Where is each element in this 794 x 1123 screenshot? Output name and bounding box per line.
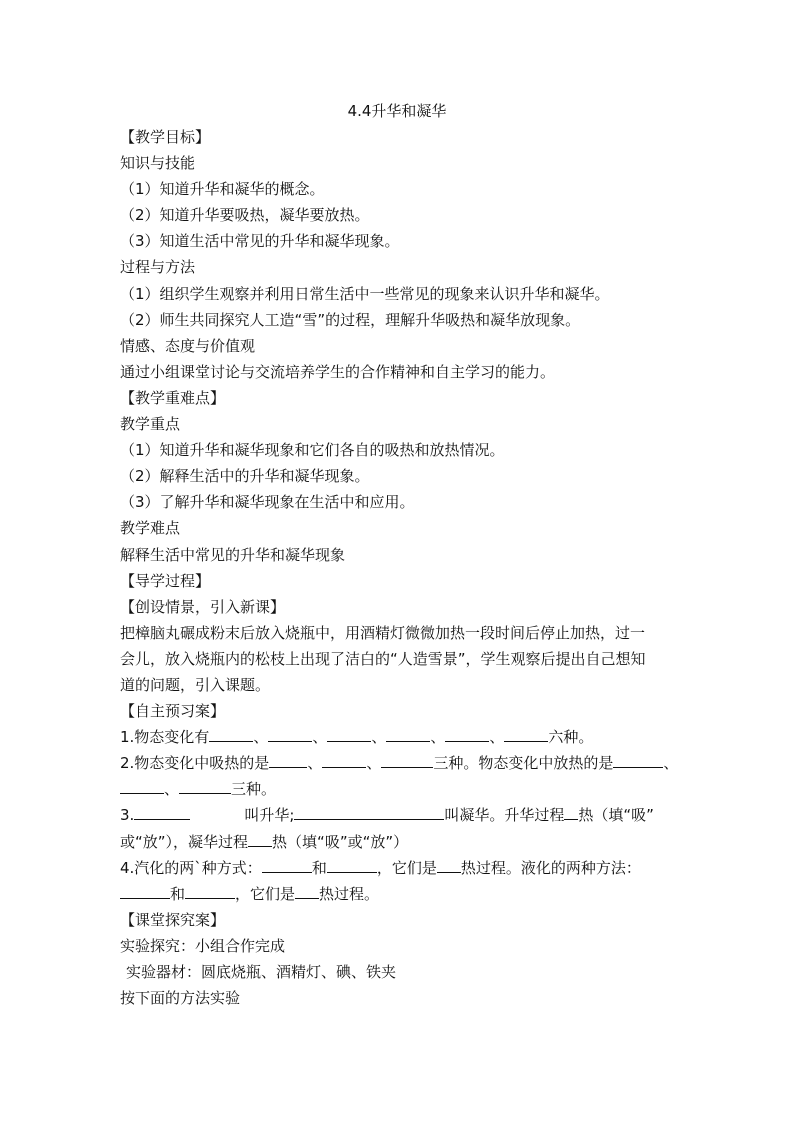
paragraph: 解释生活中常见的升华和凝华现象 [120,545,346,564]
blank [185,883,235,899]
list-item: （1）知道升华和凝华现象和它们各自的吸热和放热情况。 [120,441,505,460]
blank [248,831,272,847]
question-3-cont: 或“放”），凝华过程 热（填“吸”或“放”） [120,832,409,851]
list-item: （2）师生共同探究人工造“雪”的过程，理解升华吸热和凝华放现象。 [120,310,581,329]
blank [386,726,430,742]
blank [134,804,190,820]
blank [209,726,253,742]
subheading-knowledge: 知识与技能 [120,154,196,173]
blank [437,857,461,873]
blank [262,857,312,873]
paragraph-line: 道的问题，引入课题。 [120,675,271,694]
list-item: （3）了解升华和凝华现象在生活中和应用。 [120,493,415,512]
blank [504,726,548,742]
question-2: 2.物态变化中吸热的是 、 、 三种。物态变化中放热的是 、 [120,754,679,773]
question-4-cont: 和 ，它们是 热过程。 [120,881,690,907]
question-3: 3. 叫升华; 叫凝华。升华过程 热（填“吸” [120,806,654,825]
blank [322,752,366,768]
blank [179,778,231,794]
paragraph-line: 把樟脑丸碾成粉末后放入烧瓶中，用酒精灯微微加热一段时间后停止加热，过一 [120,623,646,642]
blank [120,883,170,899]
list-item: （2）解释生活中的升华和凝华现象。 [120,467,370,486]
question-4: 4.汽化的两`种方式： 和 ，它们是 热过程。液化的两种方法： [120,858,641,877]
section-heading-keypoints: 【教学重难点】 [120,388,226,407]
list-item: （1）组织学生观察并利用日常生活中一些常见的现象来认识升华和凝华。 [120,284,610,303]
q1-prefix: 1.物态变化有 [120,728,210,747]
blank [120,778,164,794]
subheading-attitude: 情感、态度与价值观 [120,336,256,355]
blank [381,752,433,768]
list-item: （2）知道升华要吸热，凝华要放热。 [120,206,370,225]
paragraph: 通过小组课堂讨论与交流培养学生的合作精神和自主学习的能力。 [120,362,556,381]
subheading-key: 教学重点 [120,415,181,434]
paragraph: 按下面的方法实验 [120,989,241,1008]
page-title: 4.4升华和凝华 [347,102,447,120]
section-heading-objectives: 【教学目标】 [120,128,211,146]
section-heading-intro: 【创设情景，引入新课】 [120,597,286,616]
list-item: （3）知道生活中常见的升华和凝华现象。 [120,232,400,251]
subheading-difficulty: 教学难点 [120,519,181,538]
paragraph-line: 会儿，放入烧瓶内的松枝上出现了洁白的“人造雪景”，学生观察后提出自己想知 [120,649,646,668]
section-heading-preview: 【自主预习案】 [120,702,226,721]
blank [269,752,307,768]
paragraph: 实验探究：小组合作完成 [120,936,286,955]
document-body [120,124,690,1011]
blank [268,726,312,742]
blank [327,726,371,742]
paragraph: 实验器材：圆底烧瓶、酒精灯、碘、铁夹 [126,963,397,981]
list-item: （1）知道升华和凝华的概念。 [120,180,325,199]
section-heading-explore: 【课堂探究案】 [120,910,226,929]
question-1: 1.物态变化有 、 、 、 、 、 六种。 [120,728,594,747]
blank [564,804,578,820]
blank [295,883,319,899]
subheading-process: 过程与方法 [120,258,196,277]
blank [327,857,377,873]
blank [294,804,444,820]
question-2-cont: 、 三种。 [120,776,690,802]
blank [613,752,663,768]
blank [445,726,489,742]
section-heading-process: 【导学过程】 [120,571,211,590]
